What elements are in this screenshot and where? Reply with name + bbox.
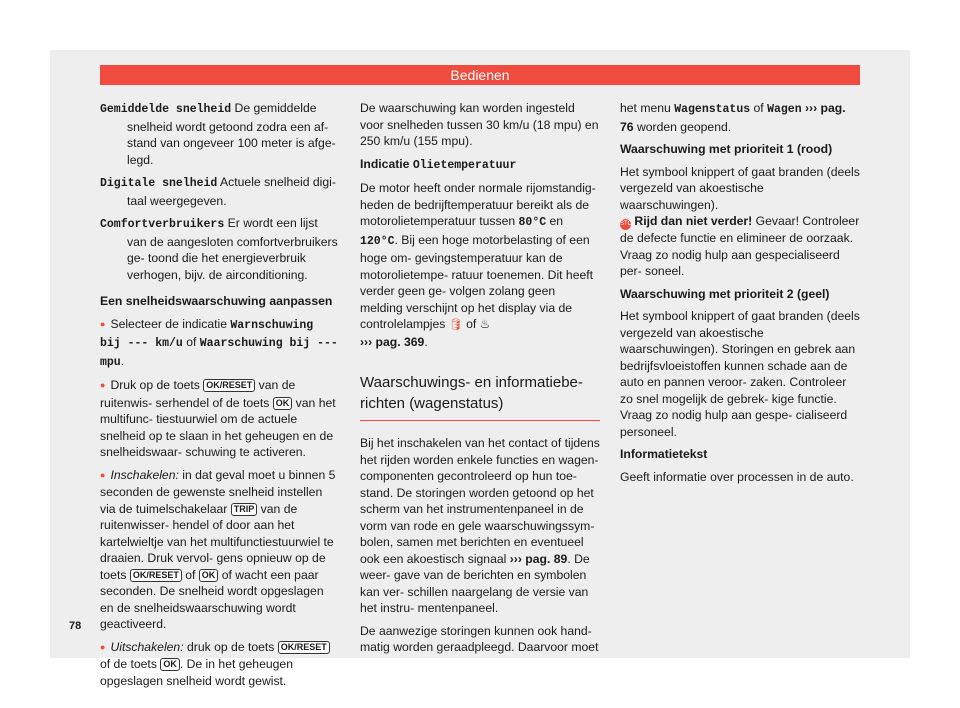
page-reference-link[interactable]: ››› pag. 76 (620, 101, 846, 134)
okreset-key-icon: OK/RESET (203, 379, 255, 392)
trip-key-icon: TRIP (231, 503, 258, 516)
item-gemiddelde-snelheid: Gemiddelde snelheid De gemiddelde snelheid wordt getoond zodra een af- stand van ongeveer 100 meter is afge- legd. (100, 101, 336, 167)
bullet-inschakelen: ● Inschakelen: in dat geval moet u binnen 5 seconden de gewenste snelheid instellen via de tuimelschakelaar TRIP van de ruitenwisser- hendel of door aan het kartelwieltje van het multifunctiestuurwiel te draaien. Druk vervol- gens opnieuw op de toets OK/RESET of OK of wacht een paar seconden. De snelheid wordt opgeslagen en de snelheidswaarschuwing wordt geactiveerd. (100, 467, 340, 633)
ok-key-icon: OK (199, 569, 219, 582)
subheading-priority-2: Waarschuwing met prioriteit 2 (geel) (620, 286, 830, 301)
ok-key-icon: OK (160, 658, 180, 671)
temperature-warning-icon: ♨ (479, 317, 491, 331)
subheading-informatietekst: Informatietekst (620, 447, 708, 461)
section-heading: Waarschuwings- en informatiebe- richten (wagenstatus) (360, 372, 600, 421)
oil-warning-icon: 🛢 (448, 319, 463, 331)
bullet-uitschakelen: ● Uitschakelen: druk op de toets OK/RESET of de toets OK . De in het geheugen opgeslagen snelheid wordt gewist. (100, 639, 340, 690)
okreset-key-icon: OK/RESET (278, 641, 330, 654)
okreset-key-icon: OK/RESET (130, 569, 182, 582)
column-3 (620, 100, 860, 491)
column-1 (100, 100, 340, 695)
ok-key-icon: OK (273, 397, 293, 410)
page-number: 78 (69, 620, 82, 632)
paragraph-range: De waarschuwing kan worden ingesteld voor snelheden tussen 30 km/u (18 mpu) en 250 km/u (155 mpu). (360, 101, 599, 148)
page-reference-link[interactable]: ››› pag. 369 (360, 334, 425, 349)
paragraph-manual: De aanwezige storingen kunnen ook hand- matig worden geraadpleegd. Daarvoor moet (360, 623, 599, 654)
paragraph-priority-1: Het symbool knippert of gaat branden (deels vergezeld van akoestische waarschuwingen). STOP Rijd dan niet verder! Gevaar! Controleer de defecte functie en elimineer de oorzaak. Vraag zo nodig hulp aan gespecialiseerd per- soneel. (620, 164, 860, 278)
subheading-priority-1: Waarschuwing met prioriteit 1 (rood) (620, 142, 833, 156)
subheading-snelheidswaarschuwing: Een snelheidswaarschuwing aanpassen (100, 294, 333, 308)
column-2 (360, 100, 600, 662)
paragraph-priority-2: Het symbool knippert of gaat branden (deels vergezeld van akoestische waarschuwingen). Storingen en gebrek aan bedrijfsvloeistoffen kunnen schade aan de auto en pannen veroor- zaken. Controleer zo snel mogelijk de gebrek- kige functie. Vraag zo nodig hulp aan gespe- cialiseerd personeel. (620, 309, 860, 439)
stop-icon: STOP (620, 219, 631, 230)
item-digitale-snelheid: Digitale snelheid Actuele snelheid digi- taal weergegeven. (100, 175, 336, 208)
subheading-indicatie: Indicatie Olietemperatuur (360, 156, 517, 172)
bullet-press-key: ● Druk op de toets OK/RESET van de ruitenwis- serhendel of de toets OK van het multifunc- tiestuurwiel om de actuele snelheid op te slaan in het geheugen en de snelheidswaar- schuwing te activeren. (100, 377, 340, 461)
paragraph-wagenstatus: Bij het inschakelen van het contact of tijdens het rijden worden enkele functies en wagen- componenten gecontroleerd op hun toe- stand. De storingen worden getoond op het scherm van het instrumentenpaneel in de vorm van rode en gele waarschuwingssym- bolen, samen met berichten en eventueel ook een akoestisch signaal ››› pag. 89. De weer- gave van de berichten en symbolen kan ver- schillen naargelang de versie van het instru- mentenpaneel. (360, 436, 600, 615)
paragraph-menu: het menu Wagenstatus of Wagen ››› pag. 76 worden geopend. (620, 101, 846, 134)
paragraph-info: Geeft informatie over processen in de auto. (620, 469, 854, 484)
bullet-select-indication: ● Selecteer de indicatie Warnschuwing bij --- km/u of Waarschuwing bij --- mpu. (100, 316, 340, 372)
page-reference-link[interactable]: ››› pag. 89 (509, 551, 568, 566)
item-comfortverbruikers: Comfortverbruikers Er wordt een lijst van de aangesloten comfortverbruikers ge- toond die het energieverbruik verhogen, bijv. de airconditioning. (100, 216, 338, 282)
page-header: Bedienen (100, 65, 860, 85)
paragraph-oil-temperature: De motor heeft onder normale rijomstandig- heden de bedrijftemperatuur bereikt als de motorolietemperatuur tussen 80°C en 120°C. Bij een hoge motorbelasting of een hoge om- gevingstemperatuur kan de motorolietempe- ratuur toenemen. Dit heeft verder geen ge- volgen zolang geen melding verschijnt op het display via de controlelampjes 🛢 of ♨ ››› pag. 369. (360, 181, 596, 349)
